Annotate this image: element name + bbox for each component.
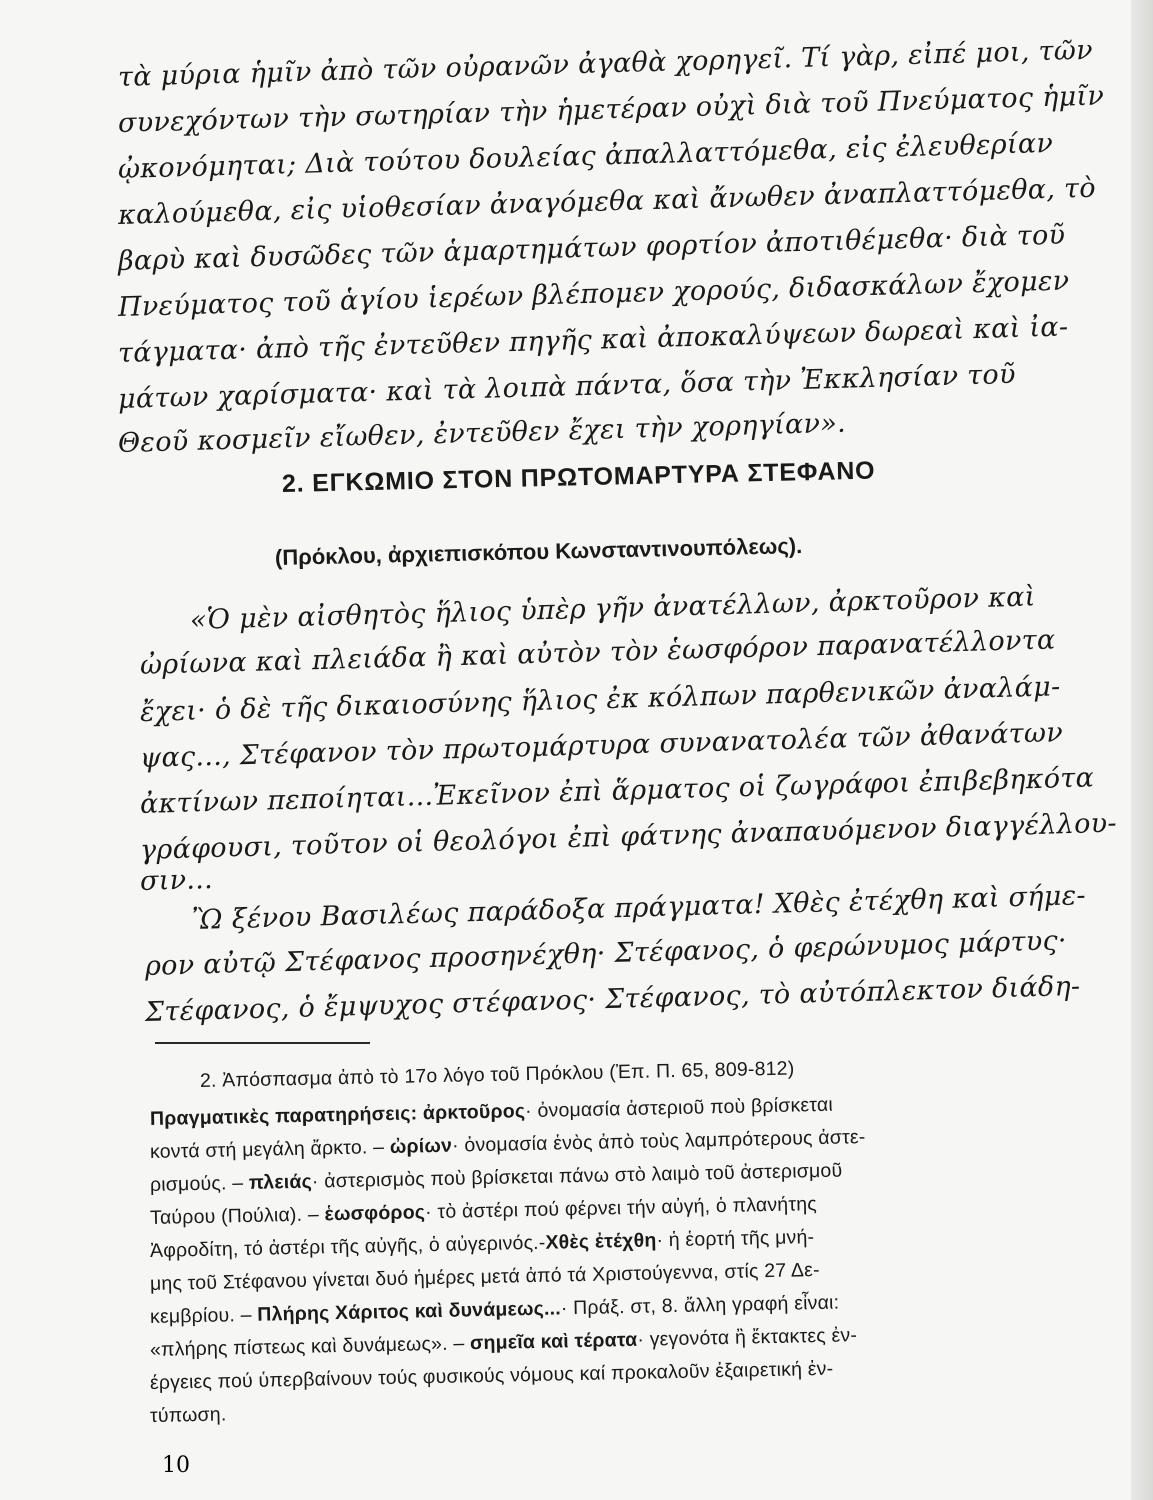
- footnote-line: [150, 1358, 834, 1395]
- footnote-text: · ἀστερισμὸς ποὺ βρίσκεται πάνω στὸ λαιμὸ τοῦ ἀστερισμοῦ: [311, 1159, 843, 1193]
- page-number: 10: [162, 1453, 190, 1478]
- footnote-line: [150, 1324, 858, 1362]
- footnote-line: [150, 1193, 817, 1230]
- paragraph-2-line: Στέφανος, ὁ ἔμψυχος στέφανος· Στέφανος, τὸ αὐτόπλεκτον διάδη-: [144, 970, 1081, 1028]
- footnote-line: [150, 1403, 227, 1428]
- footnote-text: κοντά στή μεγάλη ἄρκτο. –: [149, 1135, 391, 1163]
- footnote-term: ἑωσφόρος: [324, 1201, 426, 1226]
- footnote-rule: [155, 1042, 370, 1044]
- paragraph-1-line: Πνεύματος τοῦ ἁγίου ἱερέων βλέπομεν χορούς, διδασκάλων ἔχομεν: [117, 265, 1070, 323]
- paragraph-1-line: ᾠκονόμηται; Διὰ τούτου δουλείας ἀπαλλαττόμεθα, εἰς ἐλευθερίαν: [117, 127, 1054, 185]
- footnote-term: Χθὲς ἐτέχθη: [545, 1229, 657, 1254]
- paragraph-2-line: γράφουσι, τοῦτον οἱ θεολόγοι ἐπὶ φάτνης ἀναπαυόμενον διαγγέλλου-: [139, 807, 1118, 866]
- footnote-text: έργειες πού ὑπερβαίνουν τούς φυσικούς νόμους καί προκαλοῦν ἐξαιρετική ἐν-: [149, 1357, 834, 1394]
- footnote-line: [150, 1259, 820, 1296]
- paragraph-1-line: συνεχόντων τὴν σωτηρίαν τὴν ἡμετέραν οὐχὶ διὰ τοῦ Πνεύματος ἡμῖν: [117, 80, 1105, 139]
- paragraph-1-line: Θεοῦ κοσμεῖν εἴωθεν, ἐντεῦθεν ἔχει τὴν χορηγίαν».: [117, 407, 847, 459]
- footnote-term: πλειάς: [248, 1170, 313, 1194]
- footnote-line: [150, 1160, 843, 1197]
- footnote-line: [150, 1126, 866, 1164]
- paragraph-2-line: «Ὁ μὲν αἰσθητὸς ἥλιος ὑπὲρ γῆν ἀνατέλλων, ἀρκτοῦρον καὶ: [189, 581, 1036, 636]
- footnote-text: · γεγονότα ἢ ἔκτακτες ἐν-: [637, 1324, 858, 1351]
- footnote-line: [150, 1292, 840, 1329]
- paragraph-1-line: βαρὺ καὶ δυσῶδες τῶν ἁμαρτημάτων φορτίον ἀποτιθέμεθα· διὰ τοῦ: [117, 219, 1066, 277]
- footnote-text: «πλήρης πίστεως καὶ δυνάμεως». –: [149, 1332, 471, 1361]
- footnote-text: Ἀφροδίτη, τό ἀστέρι τῆς αὐγῆς, ὁ αὐγερινός.-: [149, 1231, 546, 1262]
- footnote-text: μης τοῦ Στέφανου γίνεται δυό ἡμέρες μετά ἀπό τά Χριστούγεννα, στίς 27 Δε-: [149, 1258, 820, 1295]
- footnote-term: Πλήρης Χάριτος καὶ δυνάμεως...: [257, 1297, 562, 1326]
- paragraph-2-line: σιν...: [139, 863, 214, 897]
- footnote-text: κεμβρίου. –: [149, 1303, 258, 1328]
- footnote-text: · τὸ ἀστέρι πού φέρνει τήν αὐγή, ὁ πλανήτης: [424, 1193, 818, 1224]
- paragraph-2-line: Ὢ ξένου Βασιλέως παράδοξα πράγματα! Χθὲς ἐτέχθη καὶ σήμε-: [191, 880, 1087, 936]
- paragraph-2-line: ἀκτίνων πεποίηται...Ἐκεῖνον ἐπὶ ἅρματος οἱ ζωγράφοι ἐπιβεβηκότα: [139, 762, 1095, 820]
- footnote-text: · ἡ ἑορτή τῆς μνή-: [656, 1226, 815, 1252]
- footnote-term: σημεῖα καὶ τέρατα: [469, 1328, 638, 1355]
- section-heading: 2. ΕΓΚΩΜΙΟ ΣΤΟΝ ΠΡΩΤΟΜΑΡΤΥΡΑ ΣΤΕΦΑΝΟ: [281, 456, 876, 498]
- footnote-text: · ὀνομασία ἀστεριοῦ ποὺ βρίσκεται: [524, 1093, 834, 1123]
- footnote-text: τύπωση.: [149, 1403, 227, 1427]
- paragraph-1-line: καλούμεθα, εἰς υἱοθεσίαν ἀναγόμεθα καὶ ἄνωθεν ἀναπλαττόμεθα, τὸ: [117, 172, 1097, 231]
- section-subheading: (Πρόκλου, ἀρχιεπισκόπου Κωνσταντινουπόλεως).: [274, 533, 803, 570]
- footnote-text: ρισμούς. –: [149, 1171, 250, 1196]
- footnote-line: [150, 1094, 833, 1131]
- paragraph-2-line: ἔχει· ὁ δὲ τῆς δικαιοσύνης ἥλιος ἐκ κόλπων παρθενικῶν ἀναλάμ-: [139, 671, 1061, 728]
- paragraph-1-line: τάγματα· ἀπὸ τῆς ἐντεῦθεν πηγῆς καὶ ἀποκαλύψεων δωρεαὶ καὶ ἰα-: [117, 311, 1069, 369]
- footnote-text: · ὀνομασία ἑνὸς ἀπὸ τοὺς λαμπρότερους ἀστε-: [451, 1126, 866, 1157]
- footnote-text: Ταύρου (Πούλια). –: [149, 1203, 325, 1229]
- paragraph-2-line: ψας..., Στέφανον τὸν πρωτομάρτυρα συνανατολέα τῶν ἀθανάτων: [139, 717, 1064, 774]
- page-edge: [1131, 0, 1153, 1500]
- footnote-term: ὠρίων: [389, 1134, 453, 1158]
- paragraph-1-line: μάτων χαρίσματα· καὶ τὰ λοιπὰ πάντα, ὅσα τὴν Ἐκκλησίαν τοῦ: [117, 358, 1017, 415]
- footnote-line: [150, 1226, 815, 1263]
- footnote-line: [200, 1058, 795, 1093]
- paragraph-1-line: τὰ μύρια ἡμῖν ἀπὸ τῶν οὐρανῶν ἀγαθὰ χορηγεῖ. Τί γὰρ, εἰπέ μοι, τῶν: [117, 34, 1094, 93]
- paragraph-2-line: ρον αὐτῷ Στέφανος προσηνέχθη· Στέφανος, ὁ φερώνυμος μάρτυς·: [144, 925, 1068, 982]
- footnote-term: Πραγματικὲς παρατηρήσεις: ἀρκτοῦρος: [149, 1100, 526, 1130]
- paragraph-2-line: ὠρίωνα καὶ πλειάδα ἢ καὶ αὐτὸν τὸν ἑωσφόρον παρανατέλλοντα: [139, 624, 1056, 681]
- footnote-text: · Πράξ. στ, 8. ἄλλη γραφή εἶναι:: [560, 1291, 840, 1320]
- footnote-source: 2. Ἀπόσπασμα ἀπὸ τὸ 17ο λόγο τοῦ Πρόκλου (Ἐπ. Π. 65, 809-812): [199, 1057, 795, 1092]
